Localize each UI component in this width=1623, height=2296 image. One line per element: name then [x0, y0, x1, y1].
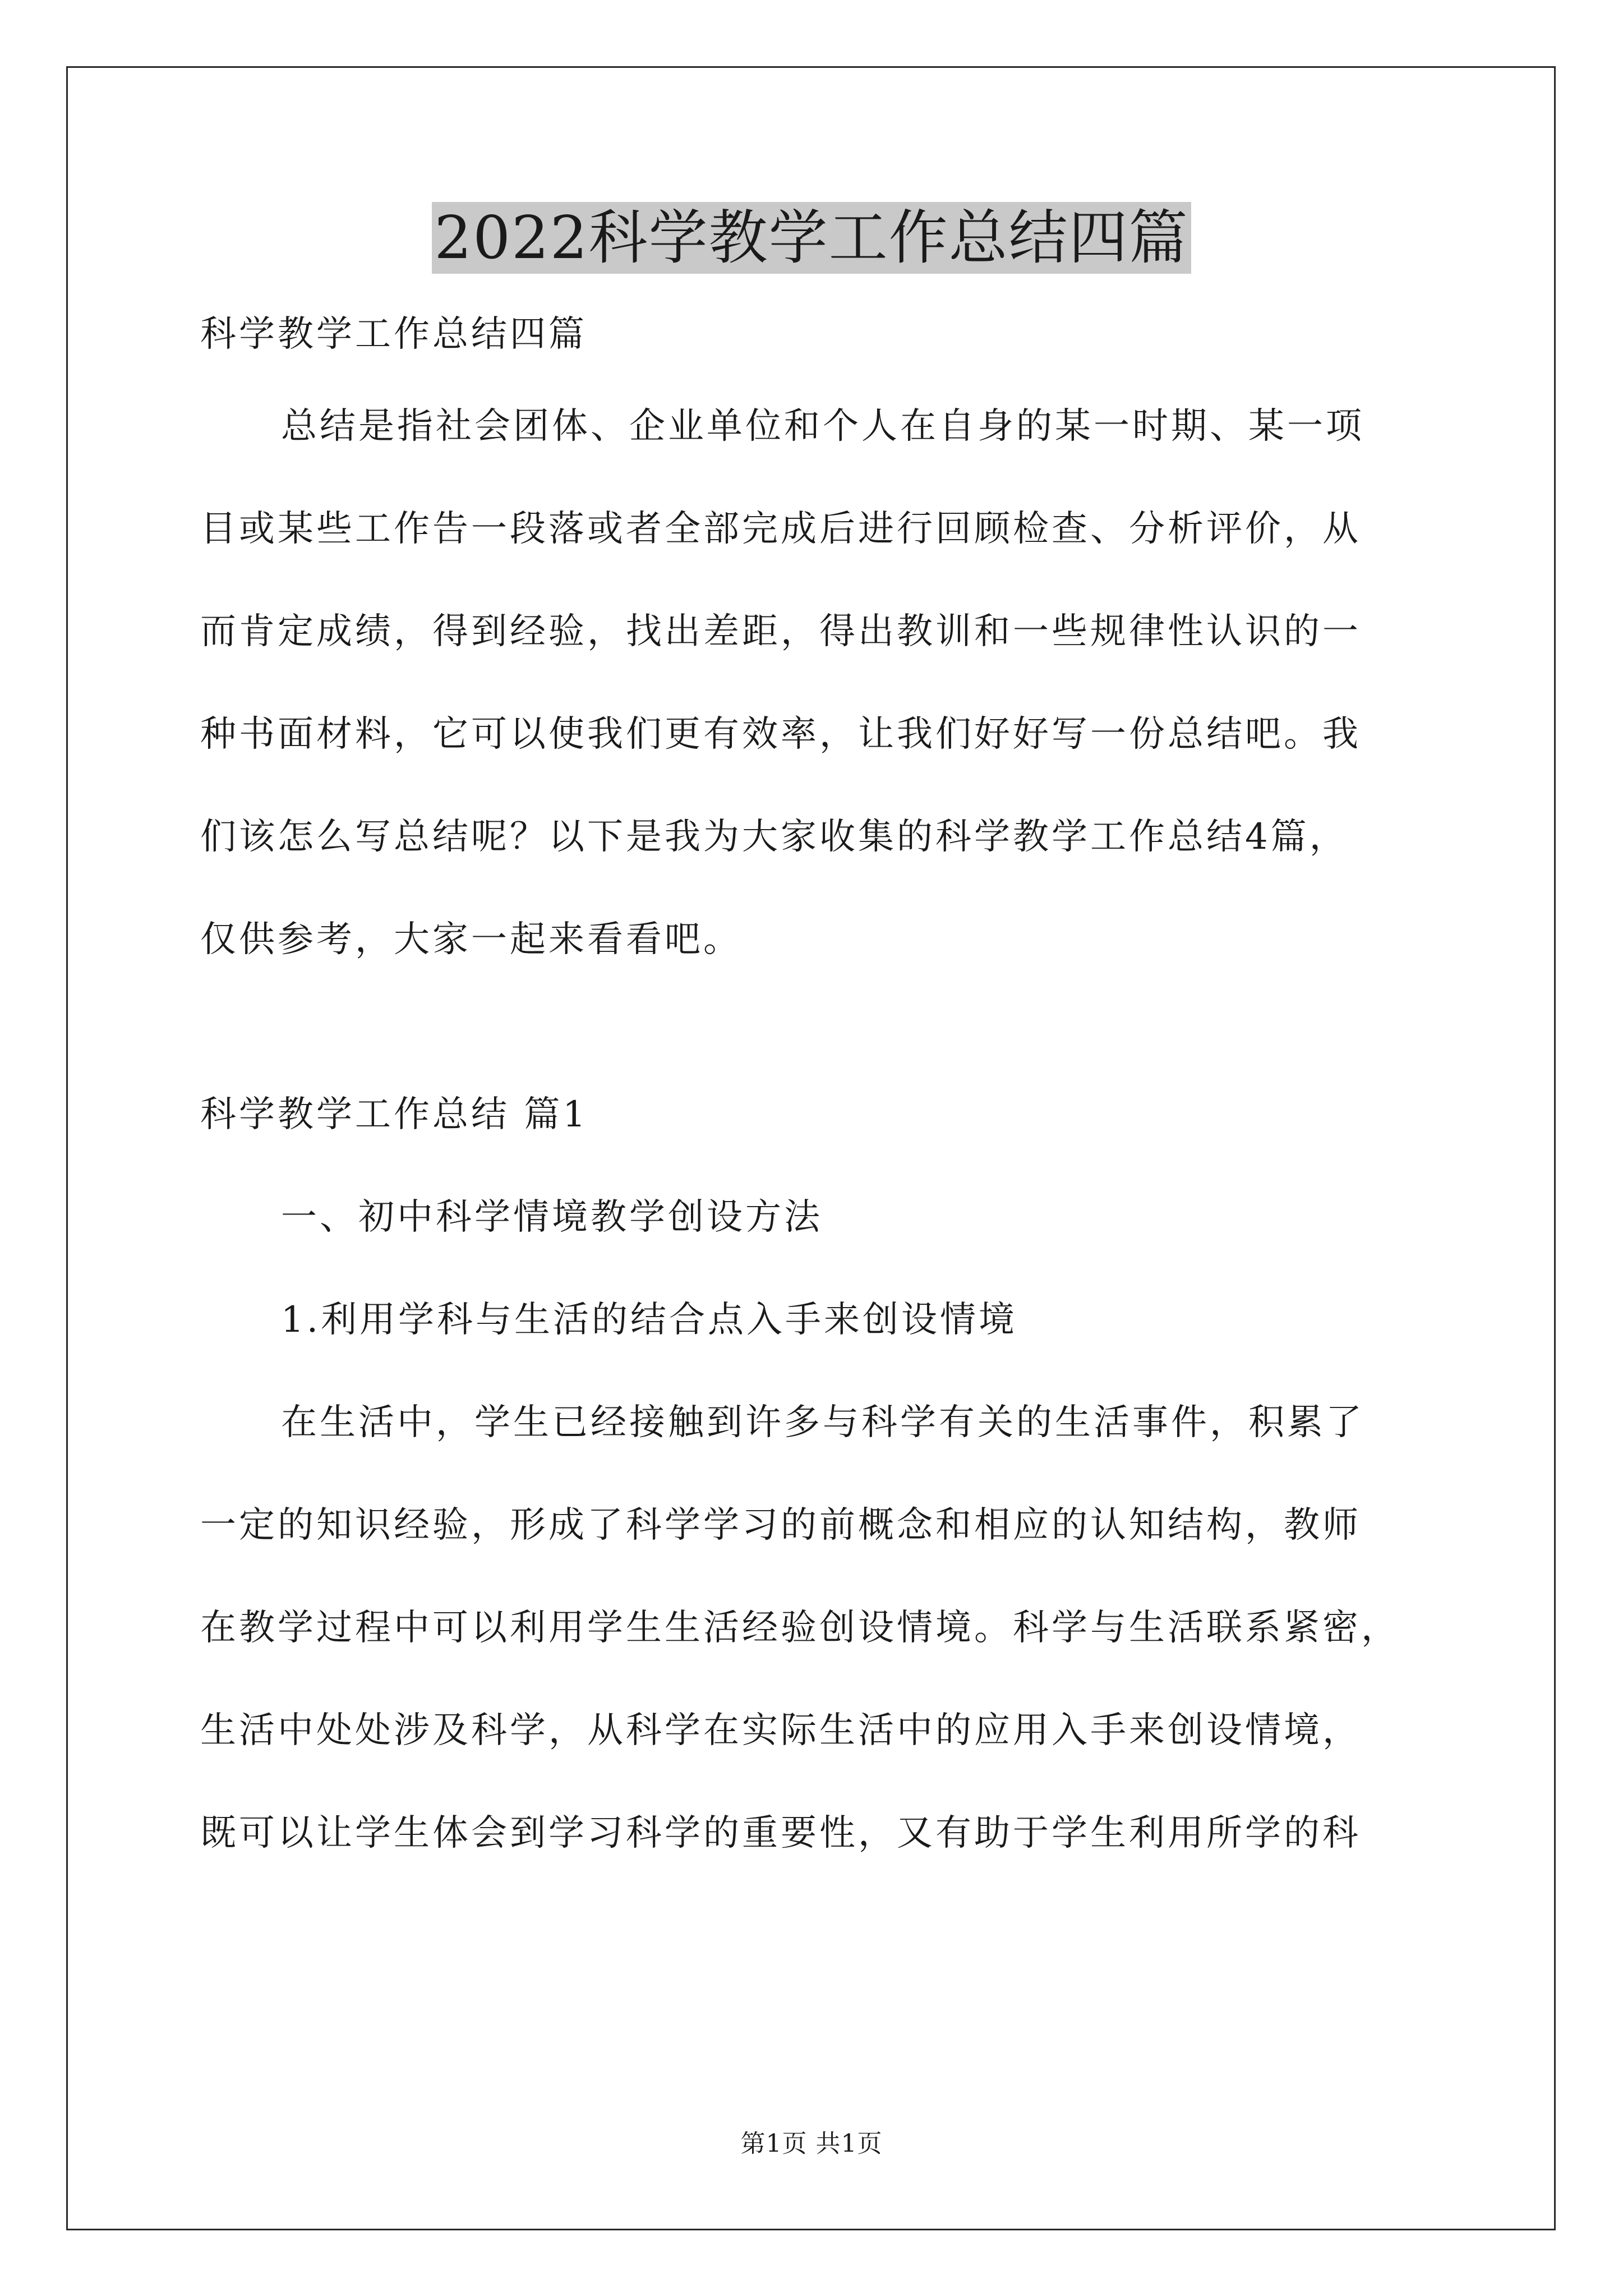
document-title [0, 202, 1623, 274]
body-line: 既可以让学生体会到学习科学的重要性，又有助于学生利用所学的科 [200, 1812, 1361, 1854]
body-line: 在生活中，学生已经接触到许多与科学有关的生活事件，积累了 [281, 1402, 1364, 1443]
body-paragraph [200, 1402, 1434, 1853]
section-gap [200, 960, 1434, 1094]
intro-line: 而肯定成绩，得到经验，找出差距，得出教训和一些规律性认识的一 [200, 611, 1361, 652]
body-line: 一定的知识经验，形成了科学学习的前概念和相应的认知结构，教师 [200, 1504, 1361, 1546]
subheading-method: 一、初中科学情境教学创设方法 [281, 1197, 823, 1238]
body-line: 生活中处处涉及科学，从科学在实际生活中的应用入手来创设情境， [200, 1710, 1361, 1751]
intro-line: 总结是指社会团体、企业单位和个人在自身的某一时期、某一项 [281, 406, 1364, 447]
intro-line: 目或某些工作告一段落或者全部完成后进行回顾检查、分析评价，从 [200, 508, 1361, 550]
body-line: 在教学过程中可以利用学生生活经验创设情境。科学与生活联系紧密， [200, 1607, 1400, 1649]
document-body [200, 314, 1434, 1853]
document-subtitle: 科学教学工作总结四篇 [200, 314, 587, 355]
document-title-text: 2022科学教学工作总结四篇 [432, 202, 1191, 274]
intro-paragraph [200, 406, 1434, 960]
intro-line: 们该怎么写总结呢？以下是我为大家收集的科学教学工作总结4篇， [200, 816, 1348, 858]
section-heading: 科学教学工作总结 篇1 [200, 1094, 589, 1135]
intro-line: 种书面材料，它可以使我们更有效率，让我们好好写一份总结吧。我 [200, 714, 1361, 755]
page-footer: 第1页 共1页 [740, 2129, 883, 2158]
subheading-point: 1.利用学科与生活的结合点入手来创设情境 [281, 1299, 1018, 1341]
intro-line: 仅供参考，大家一起来看看吧。 [200, 919, 742, 960]
